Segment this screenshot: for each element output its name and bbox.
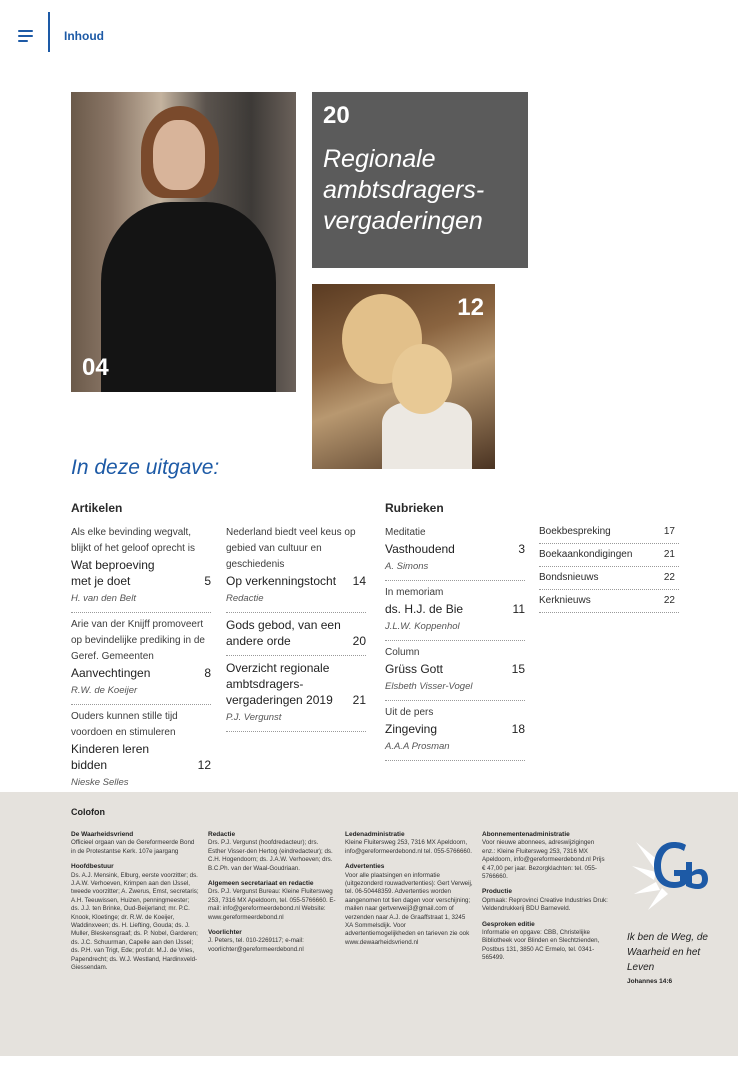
photo-page-number: 12 xyxy=(457,294,484,321)
colofon-heading: De Waarheidsvriend xyxy=(71,831,134,838)
rubriek-author: A.A.A Prosman xyxy=(385,741,450,752)
gereformeerde-bond-logo-icon xyxy=(630,836,708,914)
rubrieken-column-1 xyxy=(385,521,525,761)
article-title: andere orde 20 xyxy=(226,634,366,648)
article-title: ambtsdragers- xyxy=(226,677,304,691)
article-kicker: Als elke bevinding wegvalt, blijkt of het geloof oprecht is xyxy=(71,527,195,554)
rubrieken-heading: Rubrieken xyxy=(385,501,444,515)
rubriek-link[interactable]: Kerknieuws 22 xyxy=(539,590,679,613)
rubriek-title: Grüss Gott 15 xyxy=(385,662,525,676)
artikelen-heading: Artikelen xyxy=(71,501,123,515)
colofon-text: Voor nieuwe abonnees, adreswijzigingen enz.: Kleine Fluiterswe​g 253, 7316 MX Apeldoorn, info@gereformeerdebond.nl Prijs € 47,00 per jaar. Bezorgklachten: tel. 055-5766660. xyxy=(482,839,605,881)
article-title: Op verkenningstocht 14 xyxy=(226,574,366,588)
colofon-heading: Hoofdbestuur xyxy=(71,863,114,871)
colofon-text: Drs. P.J. Vergunst (hoofdredacteur); drs. Esther Visser-den Hertog (eindredacteur); ds. C.H. Hogendoorn; ds. J.A.W. Verhoeven; drs. B.C.Ph. van der Waal-Goudriaan. xyxy=(208,839,333,872)
feature-box[interactable] xyxy=(312,92,528,268)
rubriek-kicker: Uit de pers xyxy=(385,707,434,718)
artikelen-column-2 xyxy=(226,521,366,732)
colofon-text: Informatie en opgave: CBB, Christelijke Bibliotheek voor Blinden en Slechtzienden, Postbus 131, 3850 AC Ermelo, tel. 0341-565499. xyxy=(482,929,600,962)
article-entry[interactable] xyxy=(226,521,366,613)
article-author: R.W. de Koeijer xyxy=(71,685,138,696)
article-title: met je doet 5 xyxy=(71,574,211,588)
header-divider xyxy=(48,12,50,52)
rubriek-link[interactable]: Boekbespreking 17 xyxy=(539,521,679,544)
page-number: 12 xyxy=(197,758,211,772)
article-photo-mother-child[interactable] xyxy=(312,284,495,469)
article-author: Nieske Selles xyxy=(71,777,129,788)
page-number: 8 xyxy=(204,666,211,680)
rubriek-entry[interactable] xyxy=(385,641,525,701)
rubriek-author: J.L.W. Koppenhol xyxy=(385,621,460,632)
colofon-heading: Gesproken editie xyxy=(482,920,535,928)
section-title: In deze uitgave: xyxy=(71,456,220,479)
article-title: Overzicht regionale xyxy=(226,661,330,675)
page-number: 22 xyxy=(663,572,675,583)
rubriek-kicker: Column xyxy=(385,647,420,658)
article-entry[interactable] xyxy=(71,521,211,613)
colofon-column-1 xyxy=(71,831,199,980)
colofon-heading: Abonnementenadministratie xyxy=(482,831,570,838)
page-number: 21 xyxy=(352,693,366,707)
colofon-heading: Productie xyxy=(482,888,512,896)
article-author: H. van den Belt xyxy=(71,593,136,604)
colofon-text: Opmaak: Reprovinci Creative Industries Druk: Veldendrukkerij BDU Barneveld. xyxy=(482,896,608,913)
artikelen-column-1 xyxy=(71,521,211,797)
colofon-column-3 xyxy=(345,831,473,954)
rubriek-link[interactable]: Boekaankondigingen 21 xyxy=(539,544,679,567)
rubriek-kicker: Meditatie xyxy=(385,527,426,538)
rubriek-title: Zingeving 18 xyxy=(385,722,525,736)
page-number: 15 xyxy=(511,662,525,676)
photo-face-shape xyxy=(153,120,205,190)
rubrieken-column-2 xyxy=(539,521,679,613)
page-number: 22 xyxy=(663,595,675,606)
page-title: Inhoud xyxy=(64,29,104,43)
rubriek-entry[interactable] xyxy=(385,521,525,581)
article-title: Wat beproeving xyxy=(71,558,155,572)
feature-page-number: 20 xyxy=(323,102,350,129)
article-title: Gods gebod, van een xyxy=(226,618,341,632)
rubriek-title: Vasthoudend 3 xyxy=(385,542,525,556)
article-kicker: Arie van der Knijff promoveert op bevindelijke prediking in de Geref. Gemeenten xyxy=(71,619,205,662)
article-title: vergaderingen 2019 21 xyxy=(226,693,366,707)
article-title: Kinderen leren bidden 12 xyxy=(71,742,211,772)
page-number: 14 xyxy=(352,574,366,588)
motto-reference: Johannes 14:6 xyxy=(627,978,673,985)
rubriek-entry[interactable] xyxy=(385,581,525,641)
colofon-text: Voor alle plaatsingen en informatie (uitgezonderd rouwadvertenties): Gert Verweij, tel. 06-50448359. Advertenties worden aangenomen tot tien dagen voor verschijning; mailen naar gertverweij3@gmail.com of verzenden naar A.J. de Graaffstraat 1, 3245 XA Sommelsdijk. Voor advertentiemogelijkheden en tarieven zie ook www.dewaarheidsvriend.nl xyxy=(345,871,473,946)
article-entry[interactable] xyxy=(71,613,211,705)
colofon-column-2 xyxy=(208,831,336,961)
article-entry[interactable] xyxy=(71,705,211,797)
colofon-title: Colofon xyxy=(71,807,105,817)
article-photo-woman[interactable] xyxy=(71,92,296,392)
colofon-heading: Ledenadministratie xyxy=(345,831,405,838)
colofon-text: Drs. P.J. Vergunst Bureau: Kleine Fluiterswe​g 253, 7316 MX Apeldoorn, tel. 055-5766660. E-mail: info@gereformeerdebond.nl Website: www.gereformeerdebond.nl xyxy=(208,888,336,921)
page-number: 18 xyxy=(511,722,525,736)
photo-child-head-shape xyxy=(392,344,452,414)
colofon-heading: Redactie xyxy=(208,831,236,838)
rubriek-author: A. Simons xyxy=(385,561,429,572)
article-entry[interactable] xyxy=(226,656,366,732)
rubriek-entry[interactable] xyxy=(385,701,525,761)
feature-title: Regionale ambtsdragers-vergaderingen xyxy=(323,145,485,235)
article-kicker: Ouders kunnen stille tijd voordoen en stimuleren xyxy=(71,711,178,738)
photo-coat-shape xyxy=(101,202,276,392)
page-number: 21 xyxy=(663,549,675,560)
page-number: 17 xyxy=(663,526,675,537)
article-author: P.J. Vergunst xyxy=(226,712,282,723)
photo-page-number: 04 xyxy=(82,354,109,381)
colofon-heading: Advertenties xyxy=(345,863,385,871)
page-number: 20 xyxy=(352,634,366,648)
page-number: 5 xyxy=(204,574,211,588)
colofon-text: Kleine Fluiterswe​g 253, 7316 MX Apeldoorn, info@gereformeerdebond.nl tel. 055-5766660. xyxy=(345,839,473,855)
rubriek-link[interactable]: Bondsnieuws 22 xyxy=(539,567,679,590)
motto-text: Ik ben de Weg, de Waarheid en het Leven xyxy=(627,932,708,973)
rubriek-kicker: In memoriam xyxy=(385,587,444,598)
rubriek-author: Elsbeth Visser-Vogel xyxy=(385,681,473,692)
colofon-text: Ds. A.J. Mensink, Elburg, eerste voorzitter; ds. J.A.W. Verhoeven, Krimpen aan den IJssel, tweede voorzitter; A. Zwerus, Emst, secretaris; A.H. Teeuwissen, Huizen, penningmeester; ds. J.J. ten Brinke, Oud-Beijerland; mr. P.C. Knook, Kloetinge; dr. R.W. de Koeijer, Waddinxveen; ds. H. Liefting, Gouda; ds. J. Muller, Bleskensgraaf; ds. P. Nobel, Garderen; ds. J.C. Schuurman, Capelle aan den IJssel; ds. P.H. van Trigt, Ede; prof.dr. M.J. de Vries, Papendrecht; ds. W.J. Westland, Hardinxveld-Giessendam. xyxy=(71,871,199,972)
colofon-text: J. Peters, tel. 010-2269117; e-mail: voorlichter@gereformeerdebond.nl xyxy=(208,937,304,953)
rubriek-title: ds. H.J. de Bie 11 xyxy=(385,602,525,616)
menu-icon[interactable] xyxy=(14,24,38,48)
colofon-heading: Voorlichter xyxy=(208,929,242,937)
article-kicker: Nederland biedt veel keus op gebied van cultuur en geschiedenis xyxy=(226,527,356,570)
colofon-text: Officieel orgaan van de Gereformeerde Bond in de Protestantse Kerk. 107e jaargang xyxy=(71,839,195,855)
page-number: 11 xyxy=(512,602,525,616)
article-entry[interactable] xyxy=(226,613,366,656)
article-author: Redactie xyxy=(226,593,264,604)
page-number: 3 xyxy=(518,542,525,556)
colofon-column-4 xyxy=(482,831,608,970)
article-title: Aanvechtingen 8 xyxy=(71,666,211,680)
colofon-heading: Algemeen secretariaat en redactie xyxy=(208,880,314,888)
